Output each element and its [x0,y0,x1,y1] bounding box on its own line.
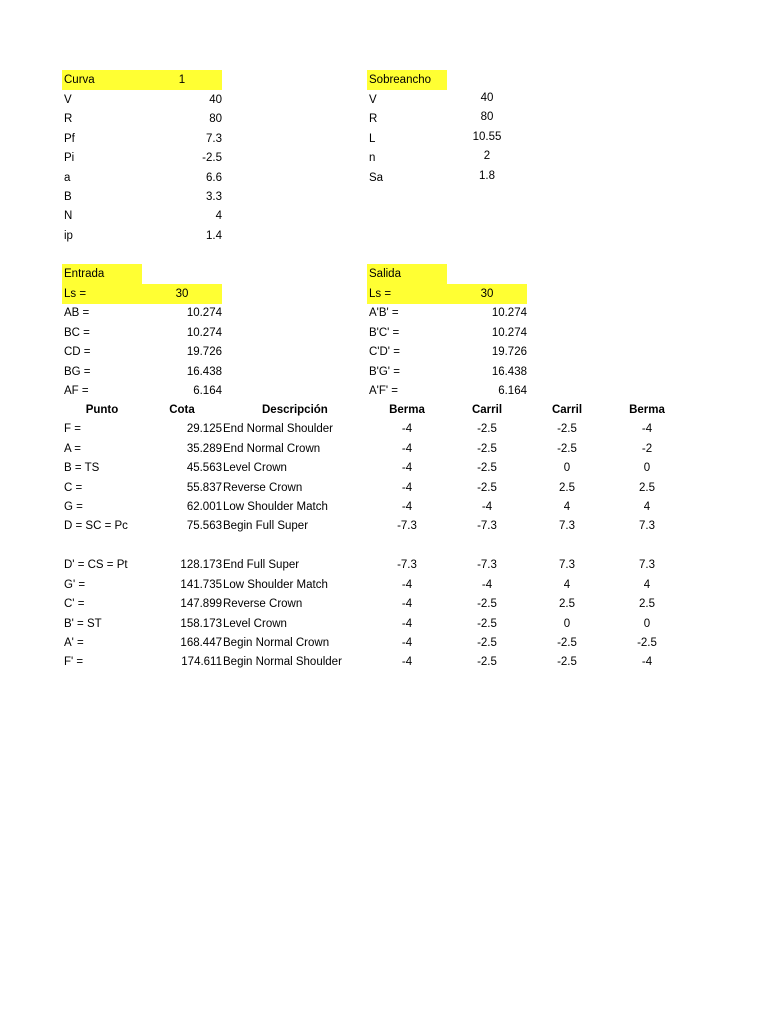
cell-berma-right[interactable]: 7.3 [639,559,655,571]
curva-value-v[interactable]: 40 [209,94,222,106]
cell-berma-right[interactable]: -4 [641,656,653,668]
salida-value-bc[interactable]: 10.274 [491,327,527,339]
cell-punto[interactable]: F = [64,423,81,435]
sobreancho-label-v[interactable]: V [369,94,377,106]
cell-berma-right[interactable]: 4 [643,579,651,591]
cell-carril-right[interactable]: 7.3 [559,559,575,571]
curva-value-b[interactable]: 3.3 [206,191,222,203]
cell-berma-right[interactable]: 2.5 [639,598,655,610]
cell-carril-right[interactable]: -2.5 [557,656,577,668]
cell-carril-left[interactable]: -2.5 [477,656,497,668]
cell-descripcion[interactable]: End Normal Crown [223,443,321,455]
cell-descripcion[interactable]: Level Crown [223,462,287,474]
cell-punto[interactable]: C' = [64,598,85,610]
cell-carril-right[interactable]: 4 [563,579,571,591]
cell-carril-left[interactable]: -4 [481,579,493,591]
cell-berma-left[interactable]: -4 [401,501,413,513]
entrada-value-bc[interactable]: 10.274 [186,327,222,339]
cell-carril-left[interactable]: -7.3 [477,520,497,532]
cell-carril-left[interactable]: -2.5 [477,637,497,649]
cell-carril-right[interactable]: 2.5 [559,482,575,494]
cell-cota[interactable]: 35.289 [186,443,222,455]
cell-berma-right[interactable]: 2.5 [639,482,655,494]
cell-carril-right[interactable]: -2.5 [557,443,577,455]
entrada-header[interactable]: Entrada [62,264,142,284]
salida-label-bc[interactable]: B'C' = [369,327,400,339]
entrada-value-ab[interactable]: 10.274 [186,307,222,319]
curva-value-a[interactable]: 6.6 [206,172,222,184]
cell-carril-left[interactable]: -2.5 [477,598,497,610]
cell-carril-right[interactable]: -2.5 [557,423,577,435]
cell-cota[interactable]: 168.447 [180,637,222,649]
sobreancho-header[interactable]: Sobreancho [367,70,447,90]
cell-carril-left[interactable]: -4 [481,501,493,513]
entrada-label-ab[interactable]: AB = [64,307,90,319]
cell-descripcion[interactable]: End Full Super [223,559,300,571]
cell-punto[interactable]: B = TS [64,462,100,474]
cell-berma-left[interactable]: -4 [401,656,413,668]
cell-descripcion[interactable]: Begin Full Super [223,520,309,532]
cell-carril-right[interactable]: 7.3 [559,520,575,532]
cell-punto[interactable]: D' = CS = Pt [64,559,128,571]
salida-value-bg[interactable]: 16.438 [491,366,527,378]
sobreancho-label-sa[interactable]: Sa [369,172,384,184]
cell-descripcion[interactable]: Reverse Crown [223,482,303,494]
curva-header-value[interactable]: 1 [142,70,222,90]
cell-punto[interactable]: A = [64,443,81,455]
cell-berma-left[interactable]: -4 [401,443,413,455]
cell-descripcion[interactable]: Reverse Crown [223,598,303,610]
curva-value-ip[interactable]: 1.4 [206,230,222,242]
cell-carril-right[interactable]: -2.5 [557,637,577,649]
col-header-cota[interactable]: Cota [169,404,195,416]
entrada-label-af[interactable]: AF = [64,385,89,397]
cell-descripcion[interactable]: End Normal Shoulder [223,423,333,435]
curva-label-pf[interactable]: Pf [64,133,75,145]
cell-cota[interactable]: 128.173 [180,559,222,571]
curva-value-n[interactable]: 4 [215,210,222,222]
sobreancho-value-sa[interactable]: 1.8 [479,170,495,182]
cell-carril-left[interactable]: -2.5 [477,443,497,455]
salida-ls-value[interactable]: 30 [447,284,527,304]
salida-label-af[interactable]: A'F' = [369,385,398,397]
cell-carril-right[interactable]: 4 [563,501,571,513]
cell-descripcion[interactable]: Begin Normal Crown [223,637,330,649]
cell-punto[interactable]: D = SC = Pc [64,520,128,532]
cell-berma-left[interactable]: -4 [401,618,413,630]
cell-berma-right[interactable]: -2 [641,443,653,455]
cell-berma-left[interactable]: -4 [401,482,413,494]
cell-carril-right[interactable]: 2.5 [559,598,575,610]
entrada-label-bc[interactable]: BC = [64,327,90,339]
entrada-value-bg[interactable]: 16.438 [186,366,222,378]
col-header-punto[interactable]: Punto [85,404,119,416]
cell-berma-right[interactable]: 7.3 [639,520,655,532]
col-header-berma-left[interactable]: Berma [389,404,425,416]
sobreancho-label-r[interactable]: R [369,113,378,125]
cell-berma-left[interactable]: -4 [401,423,413,435]
cell-berma-left[interactable]: -7.3 [397,559,417,571]
cell-cota[interactable]: 174.611 [181,656,222,668]
entrada-label-cd[interactable]: CD = [64,346,91,358]
curva-label-v[interactable]: V [64,94,72,106]
salida-header[interactable]: Salida [367,264,447,284]
cell-carril-right[interactable]: 0 [563,462,571,474]
sobreancho-label-n[interactable]: n [369,152,376,164]
col-header-carril-right[interactable]: Carril [551,404,583,416]
curva-label-pi[interactable]: Pi [64,152,75,164]
cell-descripcion[interactable]: Low Shoulder Match [223,579,328,591]
cell-descripcion[interactable]: Begin Normal Shoulder [223,656,342,668]
salida-label-ab[interactable]: A'B' = [369,307,399,319]
entrada-value-af[interactable]: 6.164 [193,385,222,397]
salida-value-cd[interactable]: 19.726 [491,346,527,358]
curva-value-r[interactable]: 80 [209,113,222,125]
cell-punto[interactable]: B' = ST [64,618,102,630]
cell-descripcion[interactable]: Low Shoulder Match [223,501,328,513]
cell-punto[interactable]: F' = [64,656,84,668]
salida-label-bg[interactable]: B'G' = [369,366,400,378]
entrada-label-bg[interactable]: BG = [64,366,91,378]
curva-label-ip[interactable]: ip [64,230,73,242]
curva-label-a[interactable]: a [64,172,71,184]
salida-ls-label[interactable]: Ls = [367,284,447,304]
cell-descripcion[interactable]: Level Crown [223,618,287,630]
cell-cota[interactable]: 62.001 [186,501,222,513]
cell-berma-right[interactable]: -4 [641,423,653,435]
cell-carril-left[interactable]: -7.3 [477,559,497,571]
sobreancho-label-l[interactable]: L [369,133,376,145]
cell-berma-left[interactable]: -4 [401,637,413,649]
cell-carril-left[interactable]: -2.5 [477,462,497,474]
curva-header-label[interactable]: Curva [62,70,142,90]
salida-value-ab[interactable]: 10.274 [491,307,527,319]
cell-cota[interactable]: 55.837 [186,482,222,494]
salida-label-cd[interactable]: C'D' = [369,346,400,358]
cell-punto[interactable]: C = [64,482,83,494]
cell-carril-left[interactable]: -2.5 [477,423,497,435]
cell-berma-left[interactable]: -4 [401,598,413,610]
curva-value-pf[interactable]: 7.3 [206,133,222,145]
cell-berma-left[interactable]: -7.3 [397,520,417,532]
cell-carril-left[interactable]: -2.5 [477,482,497,494]
cell-cota[interactable]: 158.173 [180,618,222,630]
cell-cota[interactable]: 147.899 [180,598,222,610]
curva-label-r[interactable]: R [64,113,73,125]
cell-punto[interactable]: A' = [64,637,84,649]
cell-punto[interactable]: G = [64,501,83,513]
sobreancho-value-v[interactable]: 40 [480,92,494,104]
cell-berma-right[interactable]: 4 [643,501,651,513]
cell-berma-right[interactable]: 0 [643,618,651,630]
sobreancho-value-l[interactable]: 10.55 [472,131,502,143]
cell-cota[interactable]: 45.563 [186,462,222,474]
curva-label-n[interactable]: N [64,210,73,222]
entrada-value-cd[interactable]: 19.726 [186,346,222,358]
sobreancho-value-n[interactable]: 2 [483,150,491,162]
col-header-carril-left[interactable]: Carril [471,404,503,416]
cell-berma-right[interactable]: -2.5 [637,637,657,649]
col-header-descripcion[interactable]: Descripción [262,404,328,416]
curva-label-b[interactable]: B [64,191,72,203]
cell-cota[interactable]: 141.735 [180,579,222,591]
cell-berma-left[interactable]: -4 [401,462,413,474]
cell-berma-right[interactable]: 0 [643,462,651,474]
col-header-berma-right[interactable]: Berma [629,404,665,416]
cell-carril-right[interactable]: 0 [563,618,571,630]
cell-cota[interactable]: 75.563 [186,520,222,532]
entrada-ls-value[interactable]: 30 [142,284,222,304]
salida-value-af[interactable]: 6.164 [498,385,527,397]
curva-value-pi[interactable]: -2.5 [202,152,222,164]
cell-carril-left[interactable]: -2.5 [477,618,497,630]
cell-cota[interactable]: 29.125 [186,423,222,435]
sobreancho-value-r[interactable]: 80 [480,111,494,123]
entrada-ls-label[interactable]: Ls = [62,284,142,304]
cell-punto[interactable]: G' = [64,579,86,591]
cell-berma-left[interactable]: -4 [401,579,413,591]
